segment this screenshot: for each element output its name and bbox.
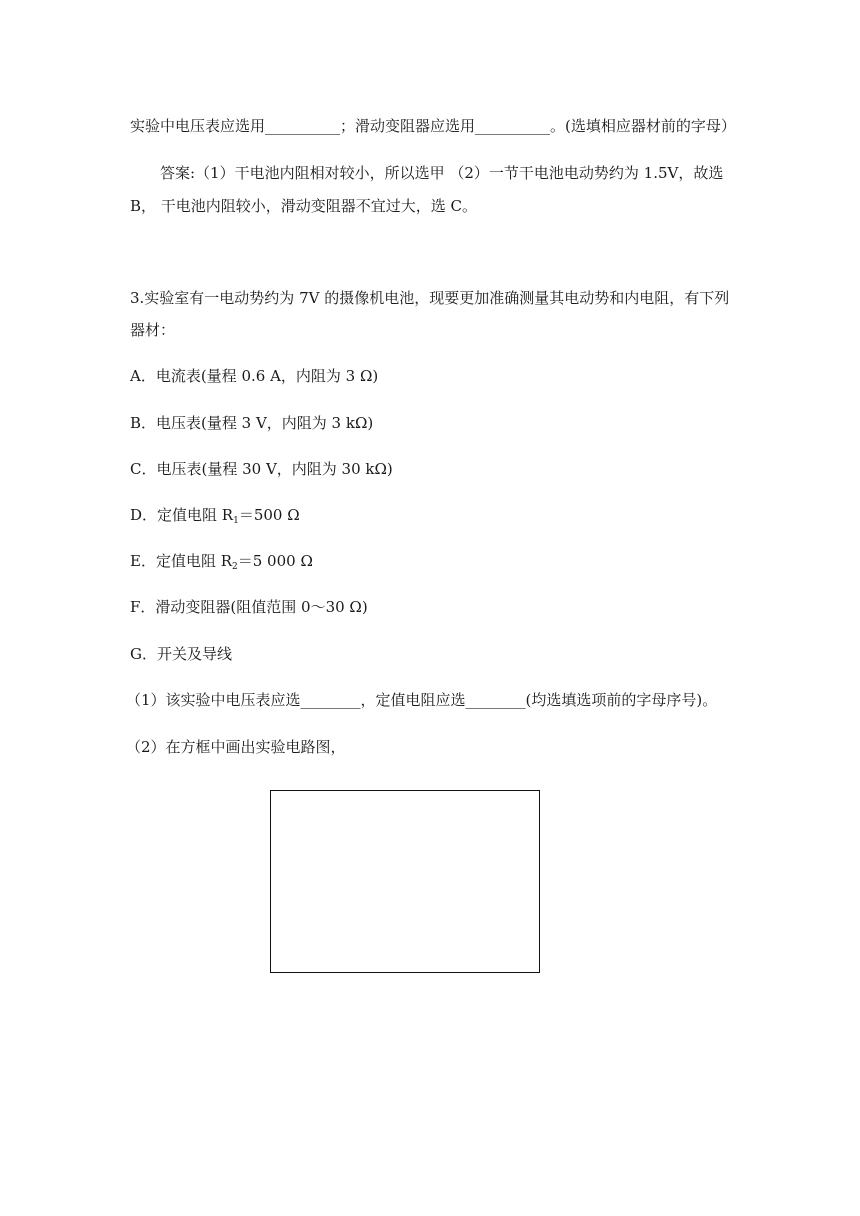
- part-1-question: （1）该实验中电压表应选________，定值电阻应选________(均选填选项前的字母序号)。: [126, 691, 718, 709]
- option-e-subscript: 2: [232, 562, 238, 572]
- answer-line-1: 答案:（1）干电池内阻相对较小，所以选甲 （2）一节干电池电动势约为 1.5V，故选: [160, 164, 724, 182]
- option-d-suffix: ＝500 Ω: [238, 506, 300, 524]
- option-f: F．滑动变阻器(阻值范围 0～30 Ω): [130, 598, 368, 616]
- answer-line-2: B， 干电池内阻较小，滑动变阻器不宜过大，选 C。: [130, 197, 478, 215]
- option-a: A．电流表(量程 0.6 A，内阻为 3 Ω): [130, 367, 379, 385]
- option-b: B．电压表(量程 3 V，内阻为 3 kΩ): [130, 414, 374, 432]
- option-e-suffix: ＝5 000 Ω: [237, 552, 313, 570]
- option-d-subscript: 1: [233, 516, 239, 526]
- question3-stem-line-1: 3.实验室有一电动势约为 7V 的摄像机电池，现要更加准确测量其电动势和内电阻，有下列: [130, 289, 730, 307]
- option-d: [130, 505, 300, 531]
- question3-stem-line-2: 器材：: [130, 321, 176, 339]
- option-e: [130, 551, 313, 577]
- option-c: C．电压表(量程 30 V，内阻为 30 kΩ): [130, 460, 393, 478]
- question-line-voltmeter-rheostat: 实验中电压表应选用__________；滑动变阻器应选用__________。(选填相应器材前的字母）: [130, 117, 736, 135]
- option-d-prefix: D．定值电阻 R: [130, 506, 234, 524]
- circuit-drawing-box[interactable]: [270, 790, 540, 973]
- part-2-question: （2）在方框中画出实验电路图，: [126, 738, 346, 756]
- option-e-prefix: E．定值电阻 R: [130, 552, 233, 570]
- option-g: G．开关及导线: [130, 645, 232, 663]
